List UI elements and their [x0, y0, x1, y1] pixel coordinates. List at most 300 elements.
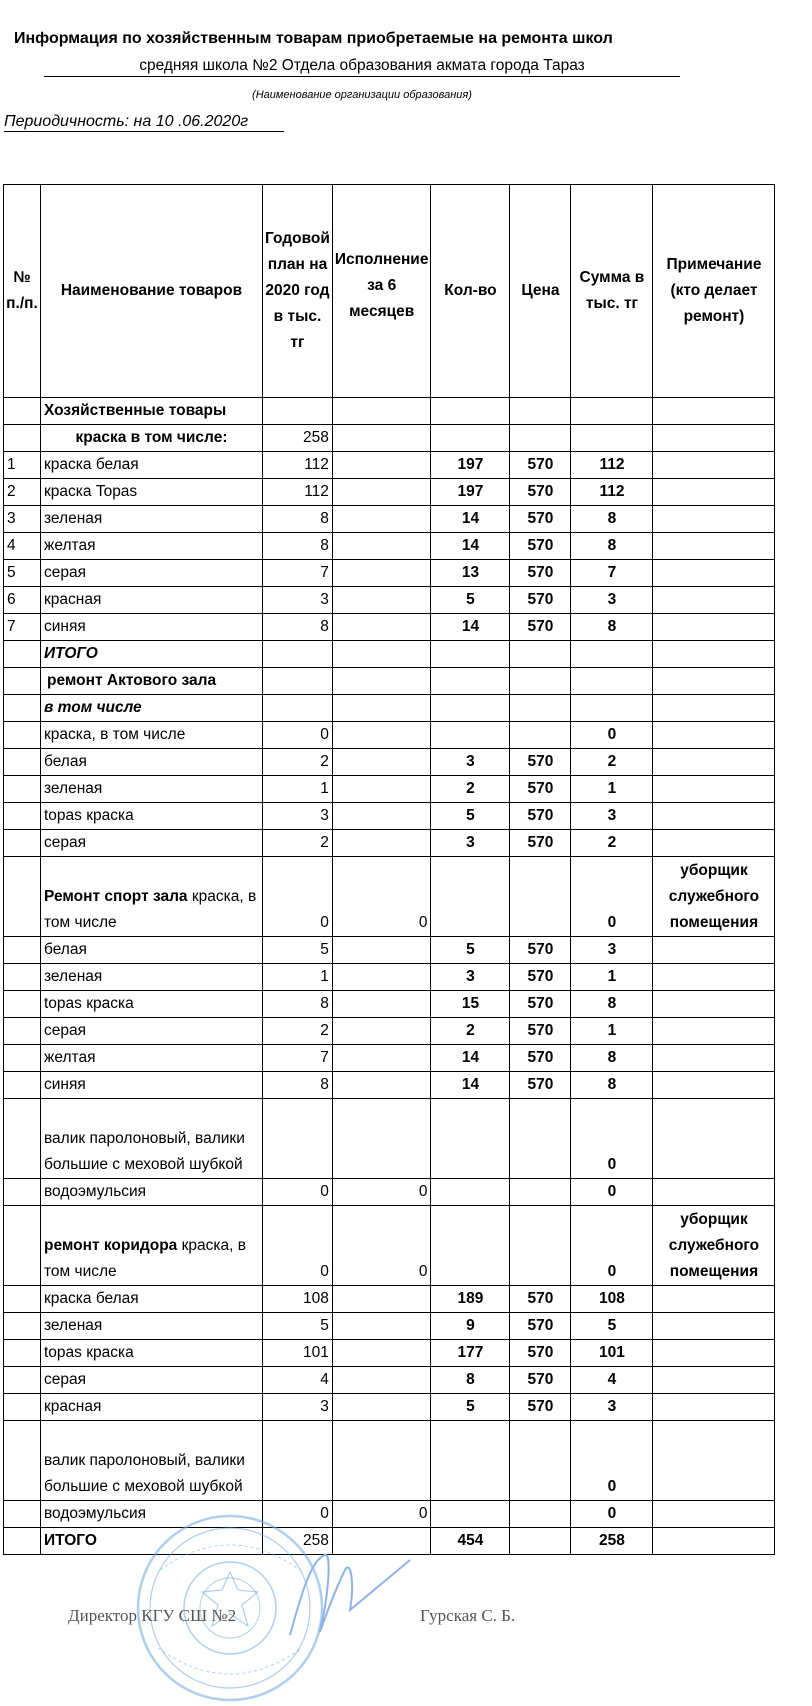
director-label: Директор КГУ СШ №2 — [68, 1606, 237, 1625]
cell-name-text: водоэмульсия — [44, 1505, 147, 1522]
cell-sum: 112 — [571, 452, 653, 479]
cell-name-text: зеленая — [44, 510, 103, 527]
cell-price — [510, 425, 571, 452]
cell-name — [41, 614, 263, 641]
cell-exec — [332, 452, 431, 479]
table-row — [4, 641, 775, 668]
cell-note — [653, 506, 775, 533]
table-body — [4, 398, 775, 1555]
table-row — [4, 452, 775, 479]
col-header-plan: Годовой план на 2020 год в тыс. тг — [263, 185, 333, 398]
cell-name — [41, 695, 263, 722]
cell-name-text: в том числе — [44, 699, 142, 716]
table-row — [4, 722, 775, 749]
cell-qty: 9 — [431, 1313, 510, 1340]
cell-qty: 3 — [431, 749, 510, 776]
cell-name-text: серая — [44, 564, 87, 581]
cell-note — [653, 1045, 775, 1072]
cell-name — [41, 722, 263, 749]
cell-plan: 0 — [263, 722, 333, 749]
table-row — [4, 991, 775, 1018]
cell-note — [653, 1099, 775, 1179]
cell-sum: 4 — [571, 1367, 653, 1394]
cell-sum: 8 — [571, 991, 653, 1018]
cell-qty: 13 — [431, 560, 510, 587]
cell-plan: 2 — [263, 1018, 333, 1045]
cell-num — [4, 425, 41, 452]
cell-price: 570 — [510, 479, 571, 506]
table-row — [4, 587, 775, 614]
cell-name — [41, 506, 263, 533]
table-row — [4, 1394, 775, 1421]
cell-num — [4, 1367, 41, 1394]
cell-note — [653, 1367, 775, 1394]
cell-exec — [332, 560, 431, 587]
cell-exec — [332, 722, 431, 749]
cell-name-text: topas краска — [44, 995, 134, 1012]
cell-plan — [263, 1421, 333, 1501]
cell-price — [510, 1206, 571, 1286]
table-row — [4, 749, 775, 776]
cell-qty: 14 — [431, 1072, 510, 1099]
cell-qty — [431, 1179, 510, 1206]
cell-price: 570 — [510, 506, 571, 533]
cell-name-bold: Ремонт спорт зала — [44, 888, 188, 905]
cell-exec — [332, 398, 431, 425]
cell-exec — [332, 1367, 431, 1394]
cell-exec — [332, 1394, 431, 1421]
cell-plan: 8 — [263, 991, 333, 1018]
cell-plan: 0 — [263, 1206, 333, 1286]
cell-price — [510, 641, 571, 668]
cell-sum: 7 — [571, 560, 653, 587]
table-row — [4, 964, 775, 991]
cell-sum: 5 — [571, 1313, 653, 1340]
cell-name — [41, 776, 263, 803]
cell-sum: 2 — [571, 830, 653, 857]
cell-note: уборщик служебного помещения — [653, 857, 775, 937]
cell-note — [653, 695, 775, 722]
cell-price — [510, 668, 571, 695]
cell-price: 570 — [510, 749, 571, 776]
cell-exec — [332, 1421, 431, 1501]
cell-note: уборщик служебного помещения — [653, 1206, 775, 1286]
cell-name-text: краска белая — [44, 456, 139, 473]
cell-plan: 0 — [263, 1179, 333, 1206]
cell-name — [41, 398, 263, 425]
cell-qty: 3 — [431, 964, 510, 991]
cell-exec — [332, 506, 431, 533]
cell-num — [4, 722, 41, 749]
cell-price — [510, 857, 571, 937]
cell-note — [653, 749, 775, 776]
cell-exec — [332, 587, 431, 614]
cell-name-text: красная — [44, 1398, 102, 1415]
cell-name-text: ремонт Актового зала — [47, 672, 217, 689]
table-row — [4, 776, 775, 803]
table-header-row — [4, 185, 775, 398]
cell-price: 570 — [510, 1394, 571, 1421]
cell-plan: 112 — [263, 479, 333, 506]
cell-price: 570 — [510, 1045, 571, 1072]
cell-num: 7 — [4, 614, 41, 641]
cell-plan — [263, 695, 333, 722]
col-header-exec: Исполнение за 6 месяцев — [332, 185, 431, 398]
cell-sum — [571, 668, 653, 695]
table-row — [4, 830, 775, 857]
cell-plan: 112 — [263, 452, 333, 479]
cell-num: 6 — [4, 587, 41, 614]
cell-price: 570 — [510, 803, 571, 830]
cell-sum — [571, 695, 653, 722]
cell-price — [510, 695, 571, 722]
table-row — [4, 1421, 775, 1501]
cell-num — [4, 695, 41, 722]
period-label: Периодичность: на 10 .06.2020г — [4, 113, 284, 132]
cell-sum: 8 — [571, 1045, 653, 1072]
table-row — [4, 398, 775, 425]
cell-sum: 8 — [571, 533, 653, 560]
cell-num — [4, 1072, 41, 1099]
cell-note — [653, 587, 775, 614]
cell-price — [510, 1099, 571, 1179]
cell-name — [41, 857, 263, 937]
table-row — [4, 479, 775, 506]
table-row — [4, 1313, 775, 1340]
table-row — [4, 533, 775, 560]
cell-name-text: ИТОГО — [44, 645, 98, 662]
cell-num — [4, 1286, 41, 1313]
cell-plan: 258 — [263, 1528, 333, 1555]
cell-price: 570 — [510, 1072, 571, 1099]
cell-name-text: зеленая — [44, 780, 103, 797]
cell-qty — [431, 722, 510, 749]
cell-note — [653, 991, 775, 1018]
cell-sum — [571, 641, 653, 668]
table-row — [4, 1340, 775, 1367]
cell-exec — [332, 749, 431, 776]
cell-plan: 8 — [263, 533, 333, 560]
cell-name-bold: ремонт коридора — [44, 1237, 178, 1254]
cell-name — [41, 1421, 263, 1501]
cell-num — [4, 641, 41, 668]
cell-sum: 0 — [571, 1206, 653, 1286]
cell-qty: 5 — [431, 803, 510, 830]
col-header-price: Цена — [510, 185, 571, 398]
cell-sum: 3 — [571, 1394, 653, 1421]
cell-qty — [431, 1099, 510, 1179]
cell-name-text: серая — [44, 1371, 87, 1388]
cell-exec: 0 — [332, 857, 431, 937]
goods-table — [3, 184, 775, 1555]
cell-price: 570 — [510, 587, 571, 614]
cell-sum: 0 — [571, 722, 653, 749]
cell-exec — [332, 991, 431, 1018]
cell-num — [4, 1099, 41, 1179]
cell-qty: 5 — [431, 587, 510, 614]
cell-num — [4, 668, 41, 695]
cell-num: 4 — [4, 533, 41, 560]
cell-exec — [332, 479, 431, 506]
cell-plan: 0 — [263, 1501, 333, 1528]
cell-qty: 14 — [431, 506, 510, 533]
cell-sum: 101 — [571, 1340, 653, 1367]
cell-name-text: синяя — [44, 1076, 86, 1093]
cell-note — [653, 964, 775, 991]
cell-price — [510, 398, 571, 425]
cell-qty: 189 — [431, 1286, 510, 1313]
cell-num — [4, 1421, 41, 1501]
cell-name-text: синяя — [44, 618, 86, 635]
cell-exec — [332, 964, 431, 991]
cell-price: 570 — [510, 1313, 571, 1340]
cell-sum — [571, 425, 653, 452]
cell-name — [41, 533, 263, 560]
cell-name — [41, 668, 263, 695]
cell-sum: 0 — [571, 1099, 653, 1179]
cell-name — [41, 1394, 263, 1421]
cell-name-text: валик паролоновый, валики большие с меховой шубкой — [44, 1452, 245, 1495]
cell-name-text: краска, в том числе — [44, 888, 257, 931]
cell-exec — [332, 1018, 431, 1045]
cell-sum: 0 — [571, 1179, 653, 1206]
col-header-name: Наименование товаров — [41, 185, 263, 398]
cell-sum: 0 — [571, 1501, 653, 1528]
cell-note — [653, 1286, 775, 1313]
cell-price: 570 — [510, 830, 571, 857]
cell-qty: 177 — [431, 1340, 510, 1367]
cell-num — [4, 749, 41, 776]
table-row — [4, 1367, 775, 1394]
cell-plan: 5 — [263, 1313, 333, 1340]
cell-price: 570 — [510, 1340, 571, 1367]
cell-qty: 5 — [431, 937, 510, 964]
cell-qty: 8 — [431, 1367, 510, 1394]
cell-plan: 8 — [263, 614, 333, 641]
cell-qty: 15 — [431, 991, 510, 1018]
table-row — [4, 668, 775, 695]
cell-plan: 258 — [263, 425, 333, 452]
cell-sum: 3 — [571, 937, 653, 964]
cell-exec — [332, 641, 431, 668]
cell-sum: 1 — [571, 776, 653, 803]
cell-num — [4, 803, 41, 830]
cell-qty — [431, 695, 510, 722]
cell-num: 2 — [4, 479, 41, 506]
cell-plan: 8 — [263, 506, 333, 533]
cell-name-text: краска Topas — [44, 483, 138, 500]
cell-num — [4, 991, 41, 1018]
table-row — [4, 1286, 775, 1313]
cell-note — [653, 1340, 775, 1367]
cell-exec — [332, 695, 431, 722]
cell-name — [41, 1313, 263, 1340]
cell-name — [41, 1340, 263, 1367]
cell-name — [41, 641, 263, 668]
cell-num: 1 — [4, 452, 41, 479]
cell-num — [4, 937, 41, 964]
cell-plan: 7 — [263, 1045, 333, 1072]
cell-price — [510, 1421, 571, 1501]
cell-qty: 2 — [431, 1018, 510, 1045]
table-row — [4, 1206, 775, 1286]
cell-plan — [263, 641, 333, 668]
col-header-note: Примечание (кто делает ремонт) — [653, 185, 775, 398]
cell-plan: 0 — [263, 857, 333, 937]
cell-num — [4, 776, 41, 803]
table-row — [4, 1179, 775, 1206]
table-row — [4, 560, 775, 587]
cell-price: 570 — [510, 964, 571, 991]
cell-exec: 0 — [332, 1501, 431, 1528]
cell-num: 3 — [4, 506, 41, 533]
cell-name — [41, 830, 263, 857]
cell-name-text: валик паролоновый, валики большие с меховой шубкой — [44, 1130, 245, 1173]
cell-name-text: topas краска — [44, 807, 134, 824]
cell-name-text: краска, в том числе — [44, 1237, 246, 1280]
cell-price: 570 — [510, 533, 571, 560]
cell-num — [4, 1340, 41, 1367]
cell-note — [653, 560, 775, 587]
cell-name-text: желтая — [44, 1049, 96, 1066]
cell-name-text: белая — [44, 941, 87, 958]
cell-name — [41, 1099, 263, 1179]
cell-note — [653, 1018, 775, 1045]
cell-name — [41, 1045, 263, 1072]
table-row — [4, 1018, 775, 1045]
cell-note — [653, 668, 775, 695]
cell-exec — [332, 830, 431, 857]
cell-price — [510, 722, 571, 749]
cell-plan — [263, 1099, 333, 1179]
cell-sum: 112 — [571, 479, 653, 506]
org-caption: (Наименование организации образования) — [252, 89, 472, 101]
cell-name — [41, 479, 263, 506]
cell-num: 5 — [4, 560, 41, 587]
cell-note — [653, 1394, 775, 1421]
table-row — [4, 695, 775, 722]
cell-exec — [332, 1340, 431, 1367]
cell-exec — [332, 776, 431, 803]
cell-price: 570 — [510, 776, 571, 803]
cell-qty — [431, 1421, 510, 1501]
cell-price: 570 — [510, 1286, 571, 1313]
cell-sum: 0 — [571, 1421, 653, 1501]
cell-sum: 1 — [571, 964, 653, 991]
cell-exec — [332, 1099, 431, 1179]
cell-num — [4, 1313, 41, 1340]
cell-plan: 108 — [263, 1286, 333, 1313]
cell-sum: 2 — [571, 749, 653, 776]
cell-name — [41, 560, 263, 587]
cell-exec: 0 — [332, 1179, 431, 1206]
cell-name — [41, 964, 263, 991]
col-header-num: № п./п. — [4, 185, 41, 398]
col-header-qty: Кол-во — [431, 185, 510, 398]
cell-note — [653, 641, 775, 668]
cell-qty: 14 — [431, 533, 510, 560]
cell-name-text: желтая — [44, 537, 96, 554]
cell-plan: 101 — [263, 1340, 333, 1367]
document-title: Информация по хозяйственным товарам приобретаемые на ремонта школ — [14, 30, 613, 47]
cell-qty — [431, 668, 510, 695]
cell-note — [653, 533, 775, 560]
cell-plan: 1 — [263, 964, 333, 991]
cell-name-text: topas краска — [44, 1344, 134, 1361]
cell-name-text: зеленая — [44, 968, 103, 985]
table-row — [4, 1099, 775, 1179]
cell-name-text: краска белая — [44, 1290, 139, 1307]
cell-name — [41, 1072, 263, 1099]
cell-qty: 2 — [431, 776, 510, 803]
cell-num — [4, 830, 41, 857]
cell-sum: 3 — [571, 803, 653, 830]
signature-area — [0, 1510, 812, 1706]
cell-exec — [332, 803, 431, 830]
cell-note — [653, 452, 775, 479]
col-header-sum: Сумма в тыс. тг — [571, 185, 653, 398]
cell-note — [653, 722, 775, 749]
cell-name-text: ИТОГО — [44, 1532, 97, 1549]
cell-plan: 4 — [263, 1367, 333, 1394]
cell-qty: 197 — [431, 479, 510, 506]
cell-num — [4, 1206, 41, 1286]
cell-exec — [332, 1286, 431, 1313]
cell-sum: 1 — [571, 1018, 653, 1045]
cell-plan: 1 — [263, 776, 333, 803]
cell-exec — [332, 614, 431, 641]
cell-note — [653, 1179, 775, 1206]
cell-name — [41, 1206, 263, 1286]
cell-price: 570 — [510, 1367, 571, 1394]
director-name: Гурская С. Б. — [420, 1606, 516, 1625]
cell-plan: 8 — [263, 1072, 333, 1099]
cell-sum: 3 — [571, 587, 653, 614]
cell-plan: 3 — [263, 803, 333, 830]
table-row — [4, 1072, 775, 1099]
cell-note — [653, 830, 775, 857]
cell-note — [653, 479, 775, 506]
cell-plan: 2 — [263, 830, 333, 857]
cell-sum: 8 — [571, 1072, 653, 1099]
table-row — [4, 937, 775, 964]
cell-note — [653, 614, 775, 641]
cell-qty — [431, 857, 510, 937]
cell-name — [41, 425, 263, 452]
cell-sum: 258 — [571, 1528, 653, 1555]
cell-name-text: серая — [44, 1022, 87, 1039]
cell-sum — [571, 398, 653, 425]
cell-note — [653, 1072, 775, 1099]
cell-num — [4, 964, 41, 991]
cell-name — [41, 1179, 263, 1206]
cell-qty — [431, 641, 510, 668]
cell-exec — [332, 425, 431, 452]
cell-name — [41, 1367, 263, 1394]
cell-qty — [431, 425, 510, 452]
table-row — [4, 506, 775, 533]
cell-note — [653, 1313, 775, 1340]
cell-num — [4, 1394, 41, 1421]
cell-sum: 8 — [571, 506, 653, 533]
cell-num — [4, 1045, 41, 1072]
table-row — [4, 614, 775, 641]
table-row — [4, 803, 775, 830]
cell-num — [4, 857, 41, 937]
cell-name — [41, 452, 263, 479]
cell-name-text: краска в том числе: — [75, 429, 228, 446]
cell-name — [41, 991, 263, 1018]
